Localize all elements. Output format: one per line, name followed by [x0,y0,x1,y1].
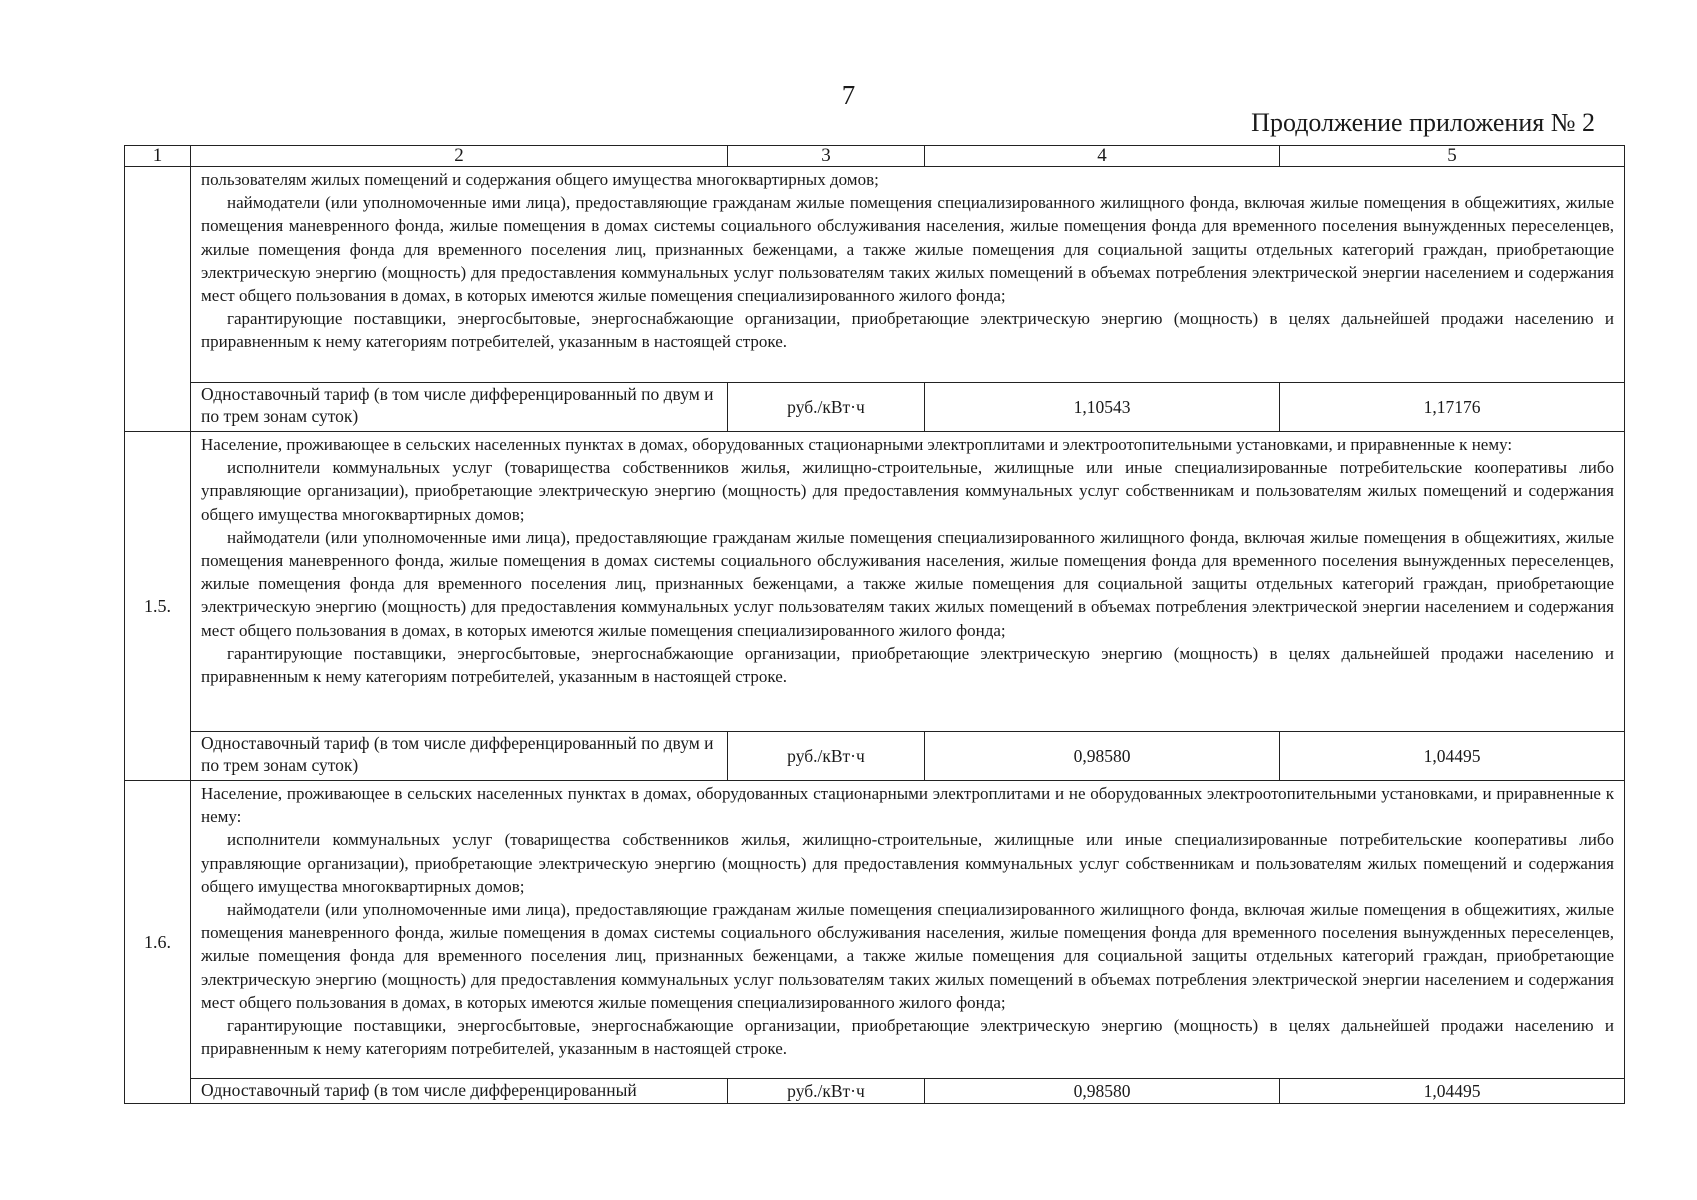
description-paragraph: гарантирующие поставщики, энергосбытовые, энергоснабжающие организации, приобретающие электрическую энергию (мощность) в целях дальнейшей продажи населению и приравненным к нему категориям потребителей, указанным в настоящей строке. [201,643,1614,687]
column-header: 1 [125,146,191,167]
tariff-unit: руб./кВт·ч [728,732,925,781]
description-paragraph: исполнители коммунальных услуг (товарищества собственников жилья, жилищно-строительные, жилищные или иные специализированные потребительские кооперативы либо управляющие организации), приобретающие электрическую энергию (мощность) для предоставления коммунальных услуг собственникам и пользователям жилых помещений и содержания общего имущества многоквартирных домов; [201,830,1614,896]
tariff-value-second-half: 1,04495 [1280,732,1625,781]
category-description [191,432,1625,732]
tariff-name: Одноставочный тариф (в том числе дифференцированный по двум и по трем зонам суток) [191,732,728,781]
tariff-value-second-half: 1,17176 [1280,383,1625,432]
continuation-description-row [125,167,1625,383]
tariff-value-first-half: 0,98580 [925,732,1280,781]
description-paragraph: исполнители коммунальных услуг (товарищества собственников жилья, жилищно-строительные, жилищные или иные специализированные потребительские кооперативы либо управляющие организации), приобретающие электрическую энергию (мощность) для предоставления коммунальных услуг собственникам и пользователям жилых помещений и содержания общего имущества многоквартирных домов; [201,458,1614,524]
row-number: 1.5. [125,432,191,781]
category-row-1-6 [125,781,1625,1079]
tariff-value-first-half: 0,98580 [925,1079,1280,1104]
column-numbers-row [125,146,1625,167]
column-header: 3 [728,146,925,167]
category-description [191,781,1625,1079]
column-header: 4 [925,146,1280,167]
page-number: 7 [841,80,856,110]
tariff-row [125,1079,1625,1104]
description-paragraph: гарантирующие поставщики, энергосбытовые, энергоснабжающие организации, приобретающие электрическую энергию (мощность) в целях дальнейшей продажи населению и приравненным к нему категориям потребителей, указанным в настоящей строке. [201,309,1614,352]
continuation-label: Продолжение приложения № 2 [1251,108,1595,137]
description-paragraph: наймодатели (или уполномоченные ими лица), предоставляющие гражданам жилые помещения специализированного жилищного фонда, включая жилые помещения в общежитиях, жилые помещения маневренного фонда, жилые помещения в домах системы социального обслуживания населения, жилые помещения фонда для временного поселения вынужденных переселенцев, жилые помещения фонда для временного поселения лиц, признанных беженцами, а также жилые помещения для социальной защиты отдельных категорий граждан, приобретающие электрическую энергию (мощность) для предоставления коммунальных услуг пользователям таких жилых помещений в объемах потребления электрической энергии населением и содержания мест общего пользования в домах, в которых имеются жилые помещения специализированного жилого фонда; [201,900,1614,1012]
description-paragraph: наймодатели (или уполномоченные ими лица), предоставляющие гражданам жилые помещения специализированного жилищного фонда, включая жилые помещения в общежитиях, жилые помещения маневренного фонда, жилые помещения в домах системы социального обслуживания населения, жилые помещения фонда для временного поселения вынужденных переселенцев, жилые помещения фонда для временного поселения лиц, признанных беженцами, а также жилые помещения для социальной защиты отдельных категорий граждан, приобретающие электрическую энергию (мощность) для предоставления коммунальных услуг пользователям таких жилых помещений в объемах потребления электрической энергии населением и содержания мест общего пользования в домах, в которых имеются жилые помещения специализированного жилого фонда; [201,193,1614,306]
tariff-value-second-half: 1,04495 [1280,1079,1625,1104]
category-description [191,167,1625,383]
tariff-unit: руб./кВт·ч [728,383,925,432]
category-row-1-5 [125,432,1625,732]
tariff-row [125,383,1625,432]
description-paragraph: гарантирующие поставщики, энергосбытовые, энергоснабжающие организации, приобретающие электрическую энергию (мощность) в целях дальнейшей продажи населению и приравненным к нему категориям потребителей, указанным в настоящей строке. [201,1016,1614,1059]
tariff-name: Одноставочный тариф (в том числе дифференцированный [191,1079,728,1104]
tariff-value-first-half: 1,10543 [925,383,1280,432]
row-number-empty [125,167,191,432]
tariff-table [124,145,1625,1104]
description-paragraph: Население, проживающее в сельских населенных пунктах в домах, оборудованных стационарными электроплитами и не оборудованных электроотопительными установками, и приравненные к нему: [201,784,1614,827]
tariff-row [125,732,1625,781]
column-header: 2 [191,146,728,167]
description-paragraph: наймодатели (или уполномоченные ими лица), предоставляющие гражданам жилые помещения специализированного жилищного фонда, включая жилые помещения в общежитиях, жилые помещения маневренного фонда, жилые помещения в домах системы социального обслуживания населения, жилые помещения фонда для временного поселения вынужденных переселенцев, жилые помещения фонда для временного поселения лиц, признанных беженцами, а также жилые помещения для социальной защиты отдельных категорий граждан, приобретающие электрическую энергию (мощность) для предоставления коммунальных услуг пользователям таких жилых помещений в объемах потребления электрической энергии населением и содержания мест общего пользования в домах, в которых имеются жилые помещения специализированного жилого фонда; [201,527,1614,640]
column-header: 5 [1280,146,1625,167]
tariff-name: Одноставочный тариф (в том числе дифференцированный по двум и по трем зонам суток) [191,383,728,432]
description-paragraph: Население, проживающее в сельских населенных пунктах в домах, оборудованных стационарными электроплитами и электроотопительными установками, и приравненные к нему: [201,435,1513,454]
tariff-unit: руб./кВт·ч [728,1079,925,1104]
description-paragraph: пользователям жилых помещений и содержания общего имущества многоквартирных домов; [201,170,879,189]
row-number: 1.6. [125,781,191,1104]
